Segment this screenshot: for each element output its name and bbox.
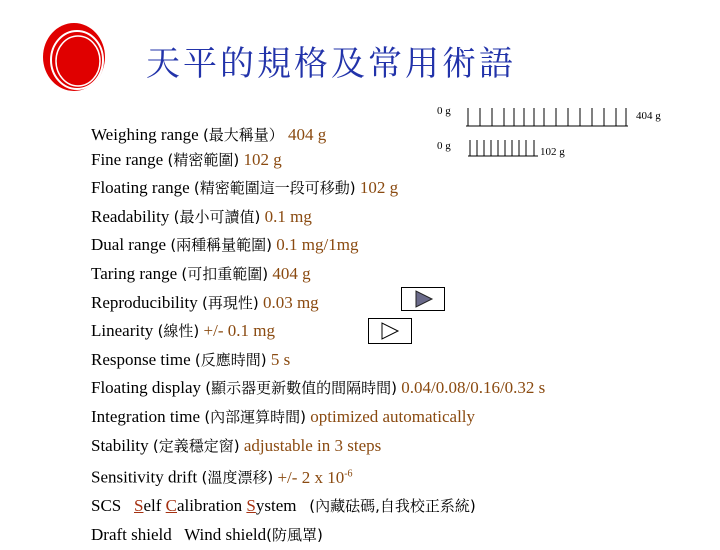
spec-row-floating-display: Floating display (顯示器更新數值的間隔時間) 0.04/0.08/0.16/0.32 s [91, 378, 546, 398]
spec-row-draft-shield: Draft shield Wind shield(防風罩) [91, 524, 323, 544]
spec-row-taring-range: Taring range (可扣重範圍) 404 g [91, 263, 311, 283]
spec-row-readability: Readability (最小可讀值) 0.1 mg [91, 206, 312, 226]
scale-top-end-label: 404 g [636, 110, 661, 122]
spec-row-stability: Stability (定義穩定窗) adjustable in 3 steps [91, 435, 382, 455]
spec-row-dual-range: Dual range (兩種稱量範圍) 0.1 mg/1mg [91, 235, 359, 255]
spec-row-floating-range: Floating range (精密範圍這一段可移動) 102 g [91, 178, 399, 198]
spec-row-sensitivity-drift: Sensitivity drift (溫度漂移) +/- 2 x $10^{-6}$ [91, 467, 353, 487]
scale-top-start-label: 0 g [437, 105, 451, 117]
scale-bottom-start-label: 0 g [437, 140, 451, 152]
logo-icon [40, 20, 110, 95]
scale-bottom-end-label: 102 g [540, 146, 565, 158]
spec-row-scs: SCS Self Calibration System (內藏砝碼,自我校正系統) [91, 496, 476, 516]
spec-row-reproducibility: Reproducibility (再現性) 0.03 mg [91, 292, 319, 312]
spec-row-weighing-range: Weighing range (最大稱量） 404 g [91, 125, 327, 144]
spec-row-linearity: Linearity (線性) +/- 0.1 mg [91, 321, 275, 341]
spec-list [91, 121, 545, 550]
spec-row-response-time: Response time (反應時間) 5 s [91, 349, 291, 369]
page-title: 天平的規格及常用術語 [146, 44, 516, 84]
spec-row-fine-range: Fine range (精密範圍) 102 g [91, 149, 282, 169]
spec-row-integration-time: Integration time (內部運算時間) optimized automatically [91, 406, 476, 426]
